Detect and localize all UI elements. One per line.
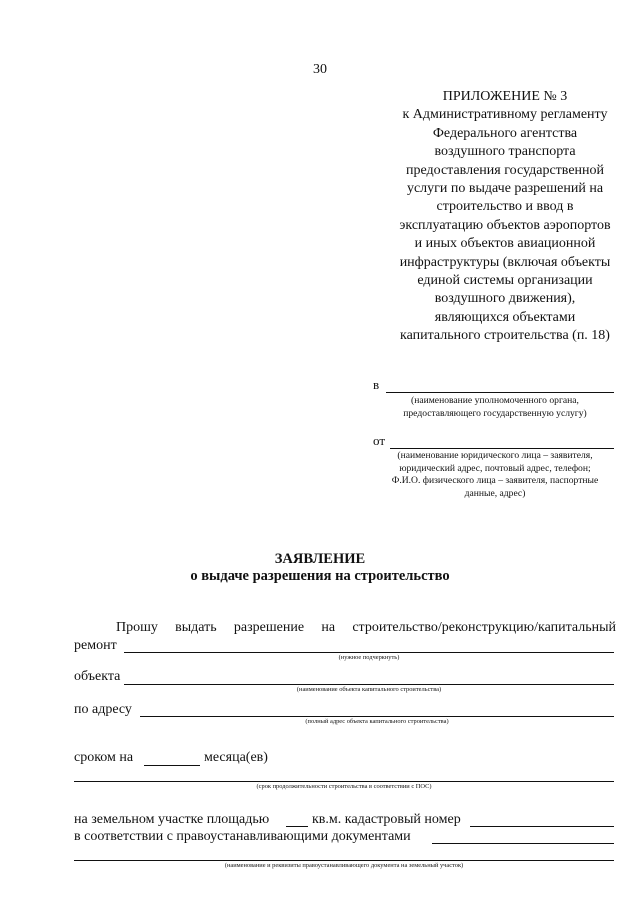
appendix-line: воздушного движения), xyxy=(434,291,576,307)
appendix-line: предоставления государственной xyxy=(405,162,605,178)
document-subtitle: о выдаче разрешения на строительство xyxy=(190,568,450,584)
appendix-line: единой системы организации xyxy=(417,273,593,289)
address-label: по адресу xyxy=(74,702,132,717)
appendix-block xyxy=(380,88,630,346)
appendix-line: эксплуатацию объектов аэропортов xyxy=(399,217,611,233)
appendix-line: и иных объектов авиационной xyxy=(414,236,596,252)
term-field-line[interactable] xyxy=(144,765,200,766)
repair-caption: (нужное подчеркнуть) xyxy=(338,654,400,661)
term-suffix: месяца(ев) xyxy=(204,750,268,765)
appendix-line: капитального строительства (п. 18) xyxy=(400,328,610,344)
repair-field-line[interactable] xyxy=(124,652,614,653)
docs-label: в соответствии с правоустанавливающими документами xyxy=(74,829,411,844)
to-caption: (наименование уполномоченного органа, предоставляющего государственную услугу) xyxy=(403,395,587,419)
appendix-title: ПРИЛОЖЕНИЕ № 3 xyxy=(442,89,568,104)
address-caption: (полный адрес объекта капитального строительства) xyxy=(305,718,449,725)
appendix-line: инфраструктуры (включая объекты xyxy=(399,254,611,270)
to-label: в xyxy=(373,377,380,392)
document-title: ЗАЯВЛЕНИЕ xyxy=(274,551,366,567)
docs-caption: (наименование и реквизиты правоустанавливающего документа на земельный участок) xyxy=(224,862,464,869)
to-field-line[interactable] xyxy=(386,392,614,393)
appendix-line: воздушного транспорта xyxy=(434,144,576,160)
object-field-line[interactable] xyxy=(124,684,614,685)
docs-field-line[interactable] xyxy=(432,843,614,844)
object-label: объекта xyxy=(74,669,121,684)
from-field-line[interactable] xyxy=(390,448,614,449)
appendix-line: строительство и ввод в xyxy=(436,199,574,215)
appendix-line: Федерального агентства xyxy=(432,125,578,141)
cadastral-number-field-line[interactable] xyxy=(470,826,614,827)
appendix-line: являющихся объектами xyxy=(434,309,576,325)
docs-detail-line[interactable] xyxy=(74,860,614,861)
request-text: Прошу выдать разрешение на строительство/реконструкцию/капитальный xyxy=(116,620,616,635)
term-detail-line[interactable] xyxy=(74,781,614,782)
address-field-line[interactable] xyxy=(140,716,614,717)
from-label: от xyxy=(373,433,386,448)
appendix-line: к Административному регламенту xyxy=(402,107,608,123)
page-number: 30 xyxy=(313,62,327,77)
repair-label: ремонт xyxy=(74,638,117,653)
term-prefix: сроком на xyxy=(74,750,134,765)
plot-area-field-line[interactable] xyxy=(286,826,308,827)
object-caption: (наименование объекта капитального строительства) xyxy=(296,686,442,693)
plot-prefix: на земельном участке площадью xyxy=(74,812,270,827)
from-caption: (наименование юридического лица – заявителя, юридический адрес, почтовый адрес, телефон; Ф.И.О. физического лица – заявителя, паспортные данные, адрес) xyxy=(391,450,599,499)
term-caption: (срок продолжительности строительства в соответствии с ПОС) xyxy=(256,783,432,790)
plot-middle: кв.м. кадастровый номер xyxy=(312,812,461,827)
appendix-line: услуги по выдаче разрешений на xyxy=(406,181,604,197)
